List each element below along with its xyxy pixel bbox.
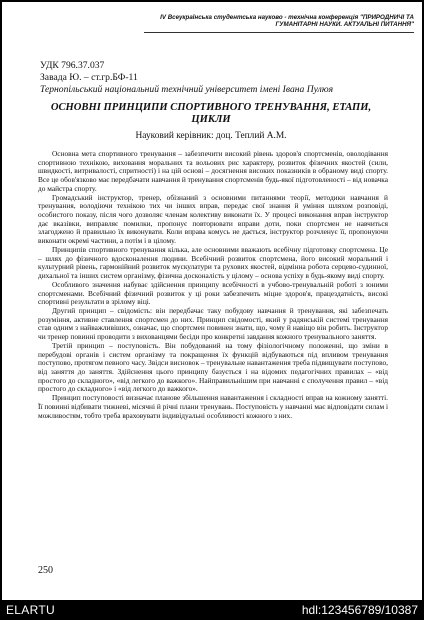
page-number: 250 bbox=[38, 565, 53, 576]
repository-footer bbox=[0, 600, 424, 620]
paragraph-5: Другий принцип – свідомість: він передбачає таку побудову навчання й тренування, які забезпечать розуміння, активне ставлення спортсмен до них. Принцип свідомості, який у радянській системі тренування став одним з найважливіших, означає, що спортсмен повинен знати, що, чому й навіщо він робить. Інструктор чи тренер повинні проводити з вихованцями бесіди про конкретні завдання кожного тренувального заняття. bbox=[38, 305, 388, 342]
paragraph-2: Громадський інструктор, тренер, обізнаний з основними питаннями теорії, методики навчання й тренування, володіючи технікою тих чи інших вправ, передає свої знання й уміння шляхом розповіді, особистого показу, після чого дозволяє членам колективу виконати їх. У процесі виконання вправ інструктор дає вказівки, виправляє помилки, пропонує повторювати вправи доти, поки спортсмен не навчиться злагоджено й правильно їх виконувати. Коли вправа комусь не дається, інструктор розчленує її, пропонуючи виконати окремі частини, а потім і в цілому. bbox=[38, 192, 388, 246]
document-page bbox=[2, 2, 422, 600]
paragraph-4: Особливого значення набуває здійснення принципу всебічності в учбово-тренувальній роботі з юними спортсменами. Всебічний фізичний розвиток у ці роки забезпечить міцне здоров'я, працездатність, високі спортивні результати в зрілому віці. bbox=[38, 279, 388, 307]
paragraph-3: Принципів спортивного тренування кілька, але основними вважають всебічну підготовку спортсмена. Це – шлях до фізичного вдосконалення людини. Всебічний розвиток спортсмена, його високий моральний і культурний рівень, гармонійний розвиток мускулатури та рухових якостей, відмінна робота серцево-судинної, дихальної та інших систем організму, фізична досконалість у цілому – основа успіху в будь-якому виді спорту. bbox=[38, 244, 388, 281]
article-body bbox=[38, 150, 388, 420]
conference-header: IV Всеукраїнська студентська науково - технічна конференція "ПРИРОДНИЧІ ТА ГУМАНІТАРНІ НАУКИ. АКТУАЛЬНІ ПИТАННЯ" bbox=[144, 14, 414, 33]
university-line: Тернопільський національний технічний університет імені Івана Пулюя bbox=[40, 84, 334, 95]
author-line: Завада Ю. – ст.гр.БФ-11 bbox=[40, 72, 138, 83]
handle-identifier: hdl:123456789/10387 bbox=[301, 603, 418, 617]
repository-name: ELARTU bbox=[6, 603, 55, 617]
paragraph-6: Третій принцип – поступовість. Він побудований на тому фізіологічному положенні, що зміни в перебудові органів і систем організму та покращення їх функцій відбуваються під впливом тренування поступово, протягом певного часу. Звідси висновок – тренувальне навантаження треба підвищувати поступово, від заняття до заняття. Здійснення цього принципу базується і на відомих педагогічних правилах – «від простого до складного», «від легкого до важкого». Найправильнішим при навчанні є сполучення правил – «від простого до складного» і «від легкого до важкого». bbox=[38, 340, 388, 394]
article-title: ОСНОВНІ ПРИНЦИПИ СПОРТИВНОГО ТРЕНУВАННЯ, ЕТАПИ, ЦИКЛИ bbox=[50, 102, 372, 125]
udk-code: УДК 796.37.037 bbox=[40, 60, 105, 71]
advisor-line: Науковий керівник: доц. Теплий А.М. bbox=[135, 131, 287, 141]
paragraph-7: Принцип поступовості визначає планове збільшення навантаження і складності вправ на кожному занятті. Її повинні відбивати тижневі, місячні й річні плани тренувань. Поступовість у навчанні має відповідати силам і можливостям, тобто треба враховувати індивідуальні особливості кожного з них. bbox=[38, 393, 388, 420]
paragraph-1: Основна мета спортивного тренування – забезпечити високий рівень здоров'я спортсменів, оволодівання спортивною технікою, виховання моральних та вольових рис характеру, розвиток фізичних якостей (сили, швидкості, витривалості, спритності) і на цій основі – досягнення високих показників в обраному виді спорту. Все це обов'язково має передбачати навчання й тренування спортсменів будь-якої підготовленості – від новачка до майстра спорту. bbox=[38, 149, 388, 193]
